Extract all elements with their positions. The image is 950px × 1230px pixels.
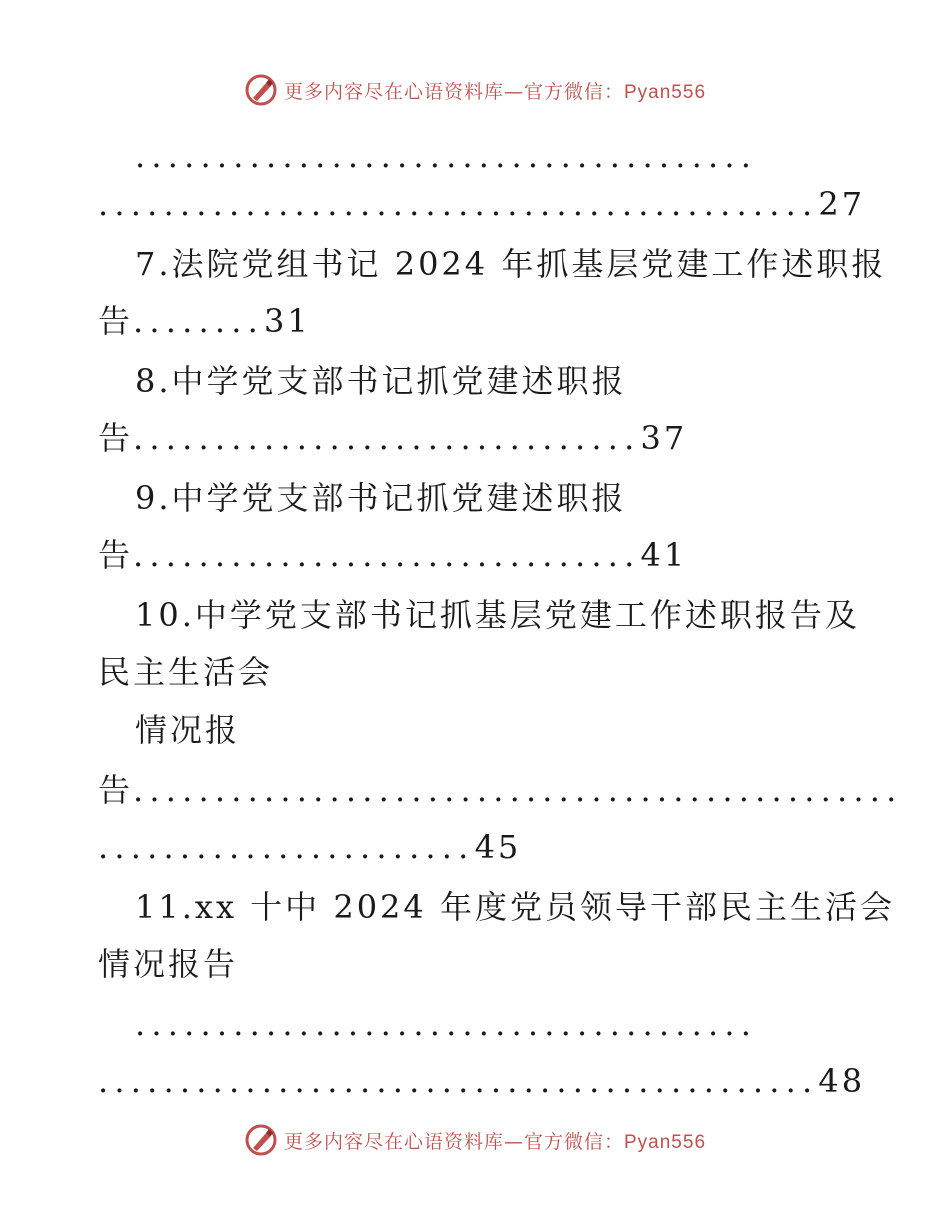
toc-leader-dots: ............................................... [133, 771, 903, 809]
toc-line [135, 136, 757, 176]
watermark-wechat-id: Pyan556 [624, 1131, 707, 1153]
toc-entry-title: 情况报告 [98, 945, 239, 983]
toc-entry-title: 10.中学党支部书记抓基层党建工作述职报告及 [135, 596, 860, 634]
toc-page-number: 41 [640, 536, 688, 574]
watermark-text [284, 77, 706, 104]
toc-line [98, 184, 865, 224]
toc-entry-7 [135, 244, 886, 284]
watermark-header [0, 70, 950, 110]
toc-page-number: 37 [640, 419, 688, 457]
toc-leader-dots: ....................... [98, 828, 475, 866]
toc-line [98, 301, 311, 341]
toc-entry-title: 8.中学党支部书记抓党建述职报 [135, 362, 627, 400]
toc-entry-title: 11.xx 十中 2024 年度党员领导干部民主生活会 [135, 888, 895, 926]
pen-logo-icon [244, 73, 278, 107]
toc-entry-9 [135, 478, 627, 518]
toc-page-number: 48 [818, 1062, 866, 1100]
toc-entry-title: 民主生活会 [98, 653, 274, 691]
toc-entry-title: 告 [98, 302, 134, 340]
toc-entry-title: 9.中学党支部书记抓党建述职报 [135, 479, 627, 517]
watermark-wechat-id: Pyan556 [624, 81, 707, 103]
pen-logo-icon [244, 1123, 278, 1157]
toc-leader-dots: ...................................... [135, 1005, 758, 1043]
toc-line [98, 770, 903, 810]
toc-entry-title: 告 [98, 419, 134, 457]
toc-leader-dots: ............................................ [98, 185, 819, 223]
toc-entry-title: 情况报 [135, 711, 241, 749]
toc-line [98, 827, 521, 867]
toc-entry-title: 告 [98, 771, 134, 809]
toc-entry-8 [135, 361, 627, 401]
toc-leader-dots: ........ [133, 302, 264, 340]
toc-page-number: 31 [264, 302, 311, 340]
watermark-label: 更多内容尽在心语资料库—官方微信： [283, 1130, 624, 1153]
watermark-label: 更多内容尽在心语资料库—官方微信： [283, 80, 624, 103]
toc-entry-11 [135, 887, 895, 927]
toc-page-number: 27 [818, 185, 866, 223]
toc-leader-dots: ............................... [133, 536, 641, 574]
toc-entry-title: 告 [98, 536, 134, 574]
watermark-text [284, 1127, 706, 1154]
watermark-footer [0, 1120, 950, 1160]
toc-line [98, 535, 687, 575]
toc-line [98, 418, 687, 458]
toc-page-number: 45 [474, 828, 522, 866]
toc-leader-dots: ............................................ [98, 1062, 819, 1100]
toc-leader-dots: ............................... [133, 419, 641, 457]
toc-line [98, 1061, 865, 1101]
toc-leader-dots: ...................................... [135, 137, 758, 175]
toc-line [135, 710, 240, 750]
toc-entry-10 [135, 595, 860, 635]
toc-line [135, 1004, 757, 1044]
toc-line [98, 652, 273, 692]
toc-entry-title: 7.法院党组书记 2024 年抓基层党建工作述职报 [135, 245, 887, 283]
toc-line [98, 944, 238, 984]
